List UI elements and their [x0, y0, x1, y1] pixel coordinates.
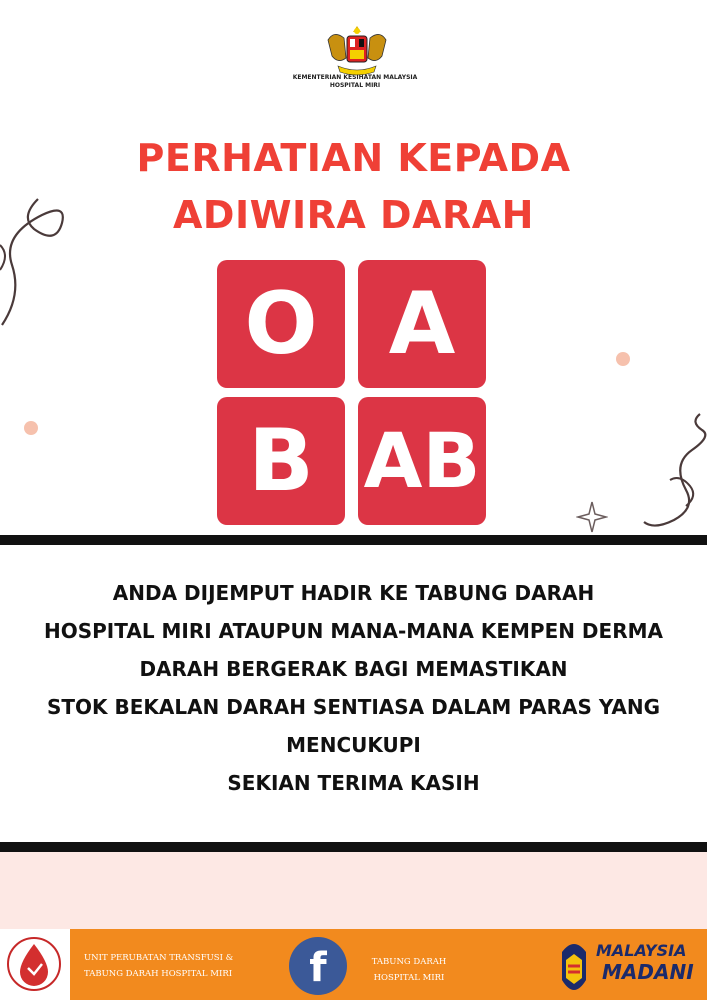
- message-line-1: ANDA DIJEMPUT HADIR KE TABUNG DARAH: [112, 581, 595, 605]
- ministry-line-1: KEMENTERIAN KESIHATAN MALAYSIA: [292, 74, 418, 81]
- blood-type-tile-o: O: [217, 260, 345, 388]
- madani-logo-top: MALAYSIA: [596, 941, 687, 960]
- message-line-2: HOSPITAL MIRI ATAUPUN MANA-MANA KEMPEN DERMA: [44, 619, 663, 643]
- coat-of-arms-icon: [320, 22, 394, 78]
- pink-band: [0, 852, 707, 929]
- message-line-4: STOK BEKALAN DARAH SENTIASA DALAM PARAS YANG: [46, 695, 661, 719]
- blood-drop-logo-icon: [6, 934, 62, 994]
- unit-line-1: UNIT PERUBATAN TRANSFUSI &: [84, 953, 234, 963]
- squiggle-right-decoration: [640, 410, 707, 535]
- unit-line-2: TABUNG DARAH HOSPITAL MIRI: [84, 969, 233, 979]
- title-line-1: PERHATIAN KEPADA: [136, 136, 571, 180]
- message-line-5: MENCUKUPI: [286, 733, 421, 757]
- facebook-icon[interactable]: f: [289, 937, 347, 995]
- divider-bar-top: [0, 535, 707, 545]
- blood-type-tile-b: B: [217, 397, 345, 525]
- decorative-dot: [616, 352, 630, 366]
- unit-name: [84, 950, 274, 982]
- facebook-line-2: HOSPITAL MIRI: [373, 973, 445, 983]
- sparkle-star-icon: [576, 500, 608, 534]
- facebook-page-name[interactable]: [354, 954, 464, 986]
- message-line-6: SEKIAN TERIMA KASIH: [227, 771, 480, 795]
- ministry-line-2: HOSPITAL MIRI: [329, 82, 381, 89]
- blood-type-tile-a: A: [358, 260, 486, 388]
- message-line-3: DARAH BERGERAK BAGI MEMASTIKAN: [139, 657, 568, 681]
- ministry-name: [250, 74, 460, 90]
- title-line-2: ADIWIRA DARAH: [173, 193, 534, 237]
- decorative-dot: [24, 421, 38, 435]
- blood-type-tile-ab: AB: [358, 397, 486, 525]
- facebook-line-1: TABUNG DARAH: [371, 957, 447, 967]
- madani-logo-bottom: MADANI: [602, 960, 694, 984]
- divider-bar-bottom: [0, 842, 707, 852]
